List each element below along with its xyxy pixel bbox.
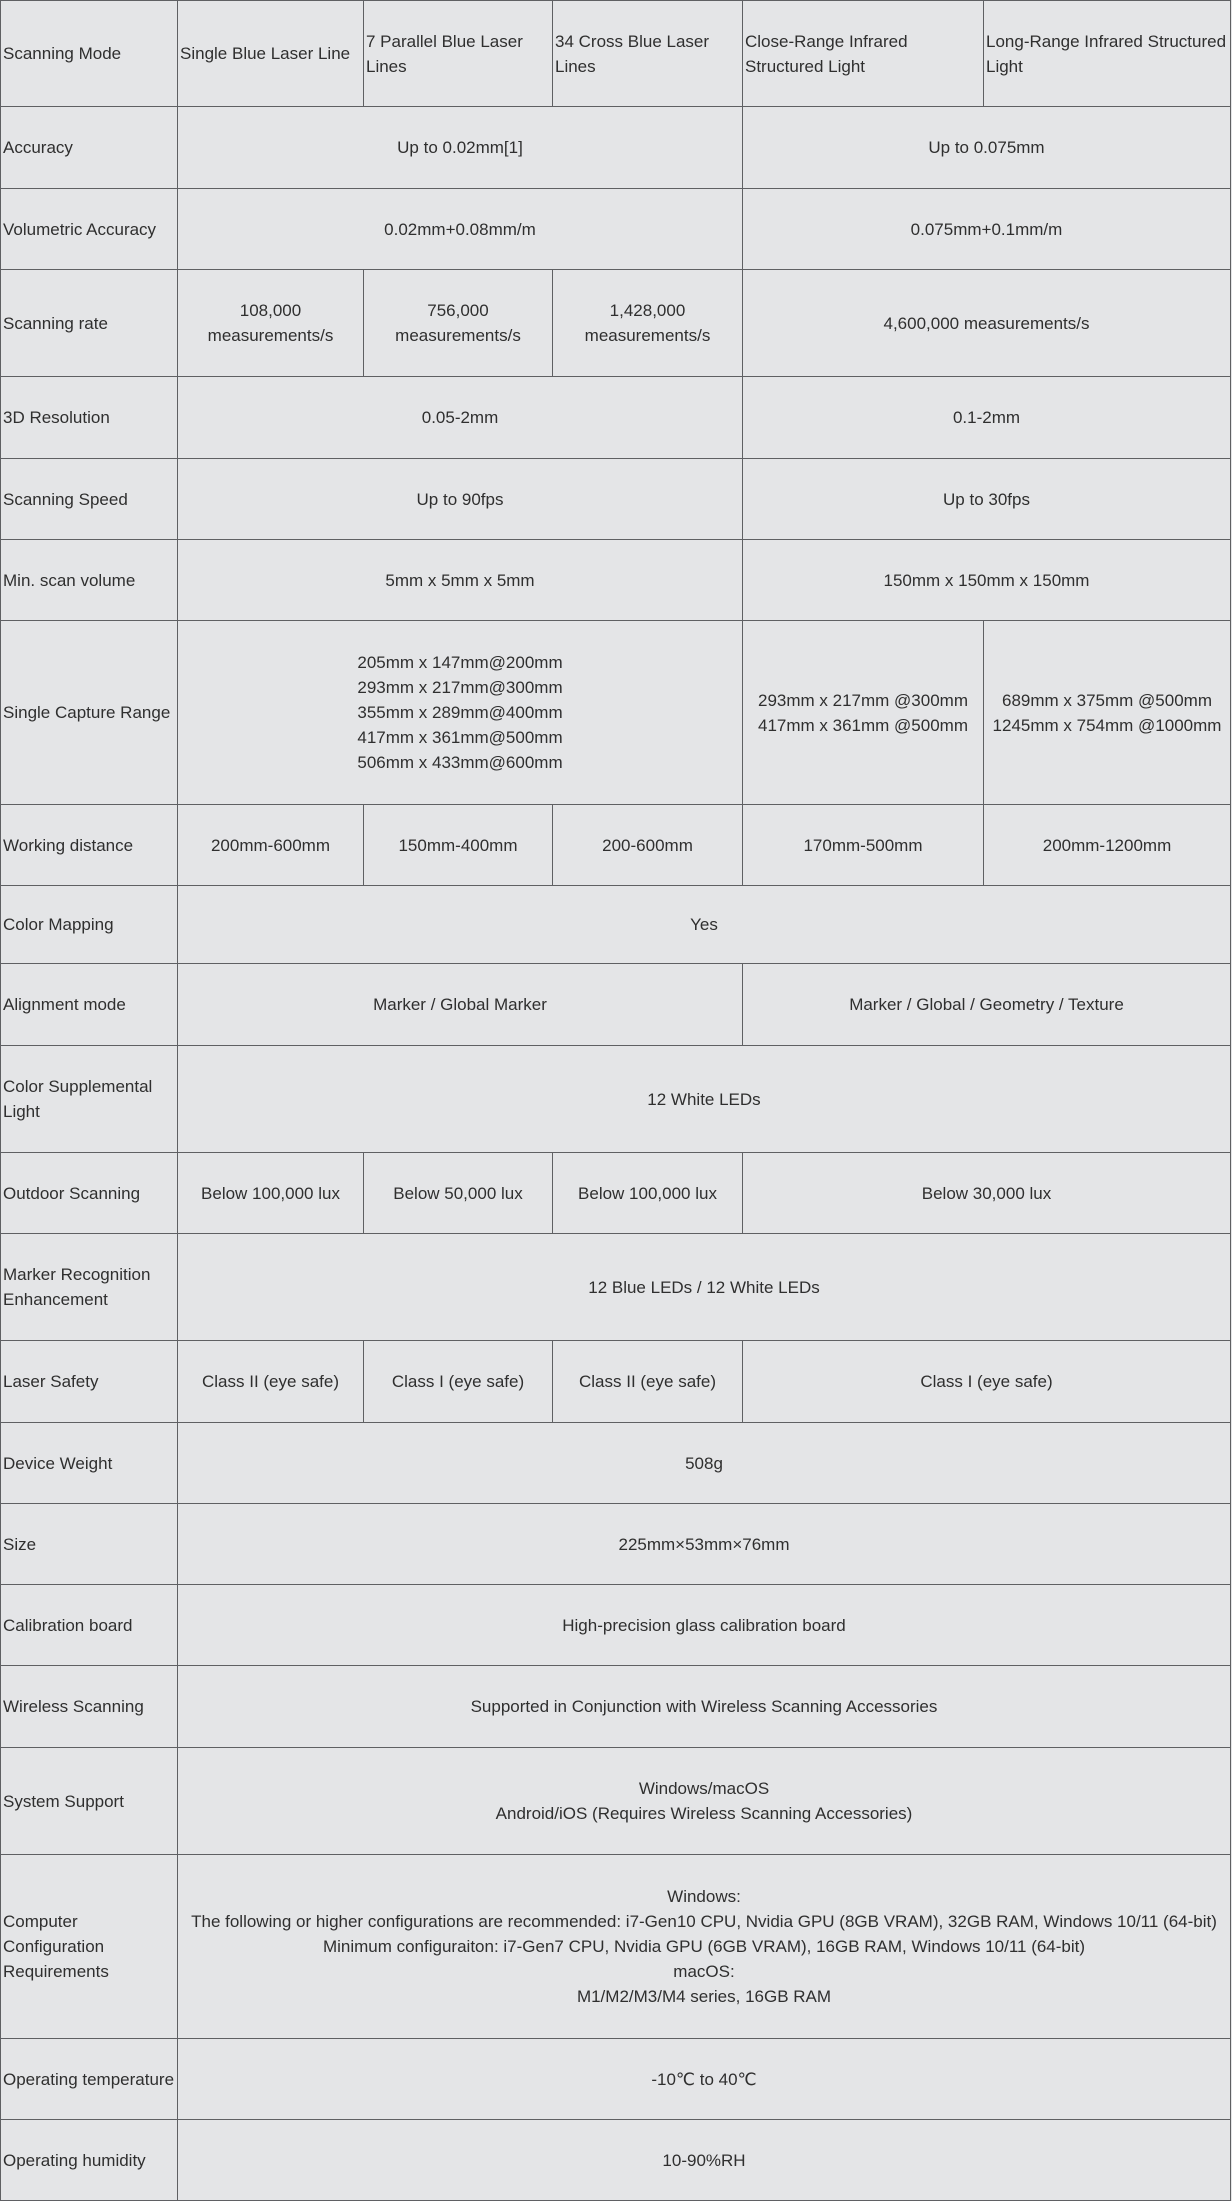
row-label: Wireless Scanning xyxy=(1,1666,178,1748)
capture-line: 689mm x 375mm @500mm xyxy=(1002,690,1212,710)
laser-value xyxy=(178,621,743,805)
infrared-value: 150mm x 150mm x 150mm xyxy=(743,540,1231,621)
mode-cross-blue: 34 Cross Blue Laser Lines xyxy=(553,1,743,107)
all-value: 12 White LEDs xyxy=(178,1046,1231,1153)
all-value: High-precision glass calibration board xyxy=(178,1585,1231,1666)
row-label: Scanning Mode xyxy=(1,1,178,107)
config-line: M1/M2/M3/M4 series, 16GB RAM xyxy=(576,1987,832,2006)
close-value xyxy=(743,621,984,805)
all-value xyxy=(178,1855,1231,2039)
capture-line: 417mm x 361mm@500mm xyxy=(357,728,563,747)
capture-line: 293mm x 217mm@300mm xyxy=(357,678,563,697)
row-label: Color Supplemental Light xyxy=(1,1046,178,1153)
row-working-distance xyxy=(1,805,1231,886)
row-label: Computer Configuration Requirements xyxy=(1,1855,178,2039)
system-line: Windows/macOS xyxy=(638,1779,770,1798)
close-value: 170mm-500mm xyxy=(743,805,984,886)
mode-single-blue: Single Blue Laser Line xyxy=(178,1,364,107)
cross-value: 1,428,000 measurements/s xyxy=(553,270,743,377)
cross-value: Class II (eye safe) xyxy=(553,1341,743,1423)
capture-line: 506mm x 433mm@600mm xyxy=(357,753,563,772)
row-label: Size xyxy=(1,1504,178,1585)
parallel-value: 150mm-400mm xyxy=(364,805,553,886)
long-value xyxy=(984,621,1231,805)
config-line: Windows: xyxy=(667,1887,741,1906)
row-label: Volumetric Accuracy xyxy=(1,189,178,270)
laser-value: Marker / Global Marker xyxy=(178,964,743,1046)
row-operating-temperature xyxy=(1,2039,1231,2120)
row-label: Accuracy xyxy=(1,107,178,189)
row-scanning-rate xyxy=(1,270,1231,377)
system-line: Android/iOS (Requires Wireless Scanning Accessories) xyxy=(495,1804,913,1823)
row-min-scan-volume xyxy=(1,540,1231,621)
infrared-value: Below 30,000 lux xyxy=(743,1153,1231,1234)
row-computer-configuration xyxy=(1,1855,1231,2039)
row-label: Single Capture Range xyxy=(1,621,178,805)
long-value: 200mm-1200mm xyxy=(984,805,1231,886)
infrared-value: Up to 30fps xyxy=(743,459,1231,540)
row-3d-resolution xyxy=(1,377,1231,459)
row-calibration-board xyxy=(1,1585,1231,1666)
capture-line: 355mm x 289mm@400mm xyxy=(357,703,563,722)
all-value: 225mm×53mm×76mm xyxy=(178,1504,1231,1585)
capture-line: 205mm x 147mm@200mm xyxy=(357,653,563,672)
cross-value: 200-600mm xyxy=(553,805,743,886)
row-label: Calibration board xyxy=(1,1585,178,1666)
row-label: Operating temperature xyxy=(1,2039,178,2120)
row-accuracy xyxy=(1,107,1231,189)
row-label: Color Mapping xyxy=(1,886,178,964)
config-line: Minimum configuraiton: i7-Gen7 CPU, Nvidia GPU (6GB VRAM), 16GB RAM, Windows 10/11 (64-bit) xyxy=(322,1937,1086,1956)
infrared-value: 0.075mm+0.1mm/m xyxy=(743,189,1231,270)
infrared-value: 4,600,000 measurements/s xyxy=(743,270,1231,377)
row-scanning-speed xyxy=(1,459,1231,540)
single-value: 200mm-600mm xyxy=(178,805,364,886)
cross-value: Below 100,000 lux xyxy=(553,1153,743,1234)
row-label: Marker Recognition Enhancement xyxy=(1,1234,178,1341)
mode-long-infrared: Long-Range Infrared Structured Light xyxy=(984,1,1231,107)
row-label: Scanning rate xyxy=(1,270,178,377)
laser-value: Up to 90fps xyxy=(178,459,743,540)
row-device-weight xyxy=(1,1423,1231,1504)
row-system-support xyxy=(1,1748,1231,1855)
infrared-value: Class I (eye safe) xyxy=(743,1341,1231,1423)
row-label: System Support xyxy=(1,1748,178,1855)
single-value: Class II (eye safe) xyxy=(178,1341,364,1423)
parallel-value: 756,000 measurements/s xyxy=(364,270,553,377)
capture-line: 293mm x 217mm @300mm xyxy=(758,690,968,710)
row-label: Device Weight xyxy=(1,1423,178,1504)
all-value: 508g xyxy=(178,1423,1231,1504)
all-value: -10℃ to 40℃ xyxy=(178,2039,1231,2120)
row-label: 3D Resolution xyxy=(1,377,178,459)
laser-value: 0.05-2mm xyxy=(178,377,743,459)
capture-line: 1245mm x 754mm @1000mm xyxy=(992,715,1222,735)
all-value: 10-90%RH xyxy=(178,2120,1231,2201)
infrared-value: Up to 0.075mm xyxy=(743,107,1231,189)
row-label: Outdoor Scanning xyxy=(1,1153,178,1234)
row-color-supplemental-light xyxy=(1,1046,1231,1153)
single-value: 108,000 measurements/s xyxy=(178,270,364,377)
row-marker-recognition xyxy=(1,1234,1231,1341)
row-single-capture-range xyxy=(1,621,1231,805)
row-color-mapping xyxy=(1,886,1231,964)
mode-close-infrared: Close-Range Infrared Structured Light xyxy=(743,1,984,107)
infrared-value: 0.1-2mm xyxy=(743,377,1231,459)
row-label: Working distance xyxy=(1,805,178,886)
laser-value: Up to 0.02mm[1] xyxy=(178,107,743,189)
parallel-value: Below 50,000 lux xyxy=(364,1153,553,1234)
all-value: Yes xyxy=(178,886,1231,964)
row-outdoor-scanning xyxy=(1,1153,1231,1234)
all-value: Supported in Conjunction with Wireless Scanning Accessories xyxy=(178,1666,1231,1748)
row-label: Scanning Speed xyxy=(1,459,178,540)
row-wireless-scanning xyxy=(1,1666,1231,1748)
capture-line: 417mm x 361mm @500mm xyxy=(758,715,968,735)
mode-parallel-blue: 7 Parallel Blue Laser Lines xyxy=(364,1,553,107)
row-alignment-mode xyxy=(1,964,1231,1046)
config-line: macOS: xyxy=(673,1962,735,1981)
laser-value: 0.02mm+0.08mm/m xyxy=(178,189,743,270)
row-laser-safety xyxy=(1,1341,1231,1423)
row-label: Laser Safety xyxy=(1,1341,178,1423)
row-volumetric-accuracy xyxy=(1,189,1231,270)
infrared-value: Marker / Global / Geometry / Texture xyxy=(743,964,1231,1046)
parallel-value: Class I (eye safe) xyxy=(364,1341,553,1423)
all-value xyxy=(178,1748,1231,1855)
row-scanning-mode xyxy=(1,1,1231,107)
all-value: 12 Blue LEDs / 12 White LEDs xyxy=(178,1234,1231,1341)
row-label: Min. scan volume xyxy=(1,540,178,621)
row-size xyxy=(1,1504,1231,1585)
row-operating-humidity xyxy=(1,2120,1231,2201)
laser-value: 5mm x 5mm x 5mm xyxy=(178,540,743,621)
single-value: Below 100,000 lux xyxy=(178,1153,364,1234)
row-label: Operating humidity xyxy=(1,2120,178,2201)
config-line: The following or higher configurations are recommended: i7-Gen10 CPU, Nvidia GPU (8GB VRAM), 32GB RAM, Windows 10/11 (64-bit) xyxy=(191,1912,1217,1931)
row-label: Alignment mode xyxy=(1,964,178,1046)
